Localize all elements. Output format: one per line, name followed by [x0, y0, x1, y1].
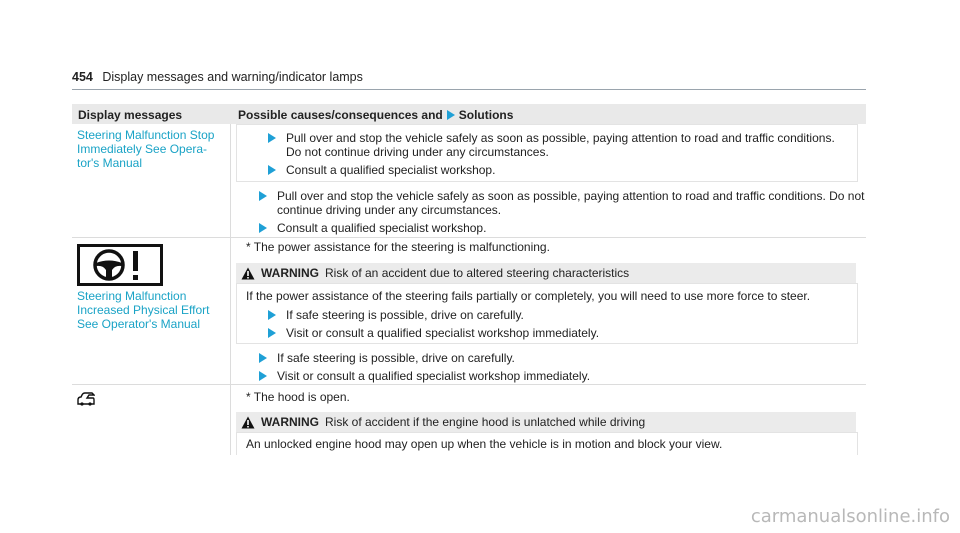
message-steering-stop: Steering Malfunction Stop Immediately See Opera- tor's Manual	[77, 128, 215, 170]
solution-step: If safe steering is possible, drive on carefully.	[268, 308, 524, 322]
step-arrow-icon	[259, 191, 267, 201]
row-divider	[72, 384, 866, 385]
warning-label: WARNING	[261, 266, 319, 280]
hood-open-icon	[77, 392, 95, 411]
table-header	[72, 104, 866, 124]
step-arrow-icon	[259, 371, 267, 381]
warning-triangle-icon	[241, 267, 255, 280]
warning-title: Risk of an accident due to altered steering characteristics	[325, 266, 630, 280]
step-arrow-icon	[268, 133, 276, 143]
page-number: 454	[72, 70, 93, 84]
col-causes-solutions: Possible causes/consequences and Solutions	[238, 108, 514, 122]
header-rule	[72, 89, 866, 90]
solution-step: Consult a qualified specialist workshop.	[268, 163, 495, 177]
step-arrow-icon	[268, 165, 276, 175]
solution-step: Visit or consult a qualified specialist workshop immediately.	[259, 369, 590, 383]
solution-step: If safe steering is possible, drive on carefully.	[259, 351, 515, 365]
steering-warning-icon	[77, 244, 163, 291]
step-arrow-icon	[259, 223, 267, 233]
warning-title: Risk of accident if the engine hood is unlatched while driving	[325, 415, 646, 429]
warning-triangle-icon	[241, 416, 255, 429]
warning-bar	[236, 263, 856, 283]
column-divider	[230, 124, 231, 455]
step-arrow-icon	[259, 353, 267, 363]
solution-step: Consult a qualified specialist workshop.	[259, 221, 486, 235]
solution-arrow-icon	[447, 110, 455, 120]
page-header	[72, 70, 363, 84]
warning-body: An unlocked engine hood may open up when the vehicle is in motion and block your view.	[246, 437, 723, 451]
row-divider	[72, 237, 866, 238]
page-section-title: Display messages and warning/indicator lamps	[102, 70, 363, 84]
cause-text: * The hood is open.	[246, 390, 350, 404]
solution-step: Pull over and stop the vehicle safely as soon as possible, paying attention to road and traffic conditions. Do not continue driving under any circumstances.	[268, 131, 835, 159]
watermark: carmanualsonline.info	[750, 506, 950, 527]
warning-label: WARNING	[261, 415, 319, 429]
cause-text: * The power assistance for the steering is malfunctioning.	[246, 240, 550, 254]
col-display-messages: Display messages	[78, 108, 183, 122]
warning-bar	[236, 412, 856, 432]
warning-body: If the power assistance of the steering fails partially or completely, you will need to use more force to steer.	[246, 289, 811, 303]
message-steering-effort: Steering Malfunction Increased Physical Effort See Operator's Manual	[77, 289, 210, 331]
step-arrow-icon	[268, 328, 276, 338]
step-arrow-icon	[268, 310, 276, 320]
solution-step: Visit or consult a qualified specialist workshop immediately.	[268, 326, 599, 340]
solution-step: Pull over and stop the vehicle safely as soon as possible, paying attention to road and traffic conditions. Do not continue driving under any circumstances.	[259, 189, 864, 217]
